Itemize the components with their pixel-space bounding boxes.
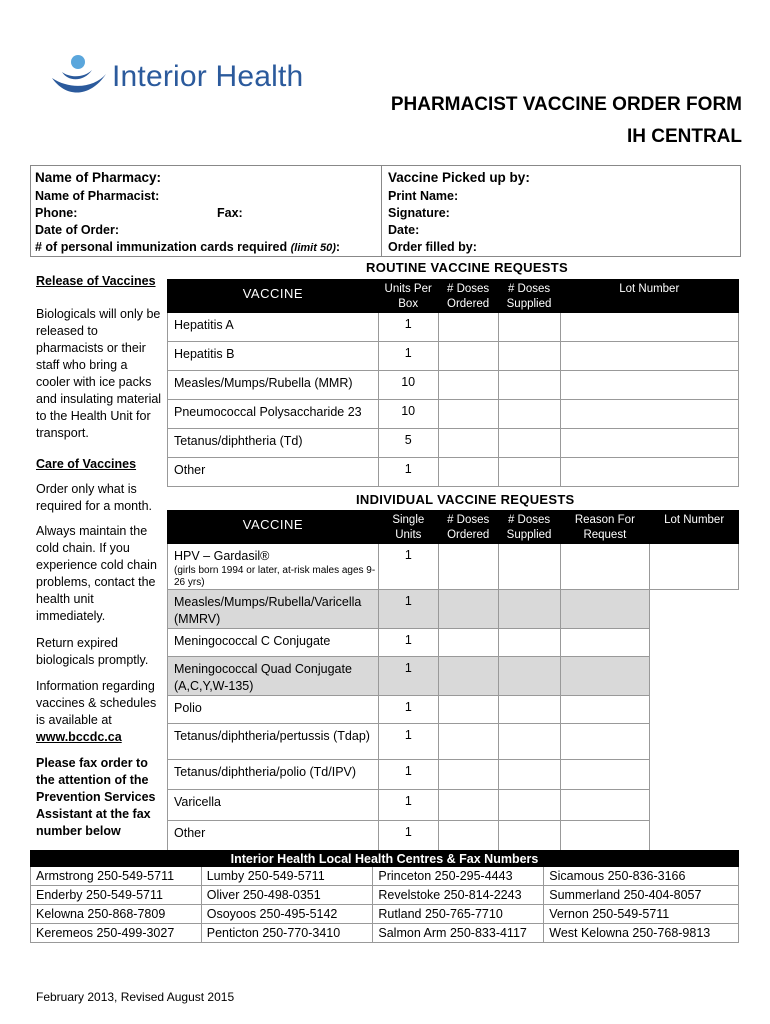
table-row: [168, 458, 739, 487]
lot-number-cell[interactable]: [560, 458, 739, 487]
vaccine-name: Varicella: [168, 790, 379, 821]
units-value: 1: [378, 821, 438, 852]
units-value: 1: [378, 696, 438, 724]
picked-up-by-label: Vaccine Picked up by:: [388, 170, 530, 185]
doses-ordered-cell[interactable]: [438, 429, 498, 458]
doses-supplied-cell[interactable]: [498, 342, 560, 371]
contact-entry: Revelstoke 250-814-2243: [373, 886, 544, 905]
units-value: 1: [378, 544, 438, 590]
units-value: 1: [378, 313, 438, 342]
reason-cell[interactable]: [560, 629, 650, 657]
fax-note: Please fax order to the attention of the Prevention Services Assistant at the fax number below: [36, 756, 156, 838]
name-of-pharmacist-label[interactable]: Name of Pharmacist:: [35, 189, 160, 203]
vaccine-name: Tetanus/diphtheria/polio (Td/IPV): [168, 760, 379, 790]
routine-heading: ROUTINE VACCINE REQUESTS: [366, 260, 568, 275]
print-name-label[interactable]: Print Name:: [388, 189, 459, 203]
doses-supplied-cell[interactable]: [498, 400, 560, 429]
lot-number-cell[interactable]: [650, 590, 739, 629]
doses-ordered-cell[interactable]: [438, 657, 498, 696]
units-value: 10: [378, 371, 438, 400]
care-text-1: Order only what is required for a month.: [36, 482, 153, 513]
routine-col-doses-supplied: # Doses Supplied: [498, 280, 560, 313]
doses-supplied-cell[interactable]: [498, 429, 560, 458]
reason-cell[interactable]: [560, 657, 650, 696]
vaccine-name: Measles/Mumps/Rubella/Varicella (MMRV): [168, 590, 379, 629]
vaccine-name: Tetanus/diphtheria (Td): [168, 429, 379, 458]
table-row: [31, 905, 739, 924]
order-info-block: [30, 165, 741, 257]
contact-entry: Armstrong 250-549-5711: [31, 867, 202, 886]
units-value: 1: [378, 629, 438, 657]
lot-number-cell[interactable]: [650, 544, 739, 590]
vaccine-name: Meningococcal Quad Conjugate (A,C,Y,W-135): [168, 657, 379, 696]
table-row: [168, 657, 739, 696]
units-value: 1: [378, 760, 438, 790]
lot-number-cell[interactable]: [650, 724, 739, 760]
contact-entry: Penticton 250-770-3410: [201, 924, 373, 943]
doses-supplied-cell[interactable]: [498, 590, 560, 629]
signature-label[interactable]: Signature:: [388, 206, 450, 220]
reason-cell[interactable]: [560, 760, 650, 790]
doses-supplied-cell[interactable]: [498, 629, 560, 657]
lot-number-cell[interactable]: [560, 400, 739, 429]
doses-ordered-cell[interactable]: [438, 400, 498, 429]
table-row: [168, 400, 739, 429]
cards-required-label[interactable]: [35, 240, 340, 254]
table-row: [31, 867, 739, 886]
health-centres-table: [30, 850, 739, 943]
doses-ordered-cell[interactable]: [438, 724, 498, 760]
doses-ordered-cell[interactable]: [438, 313, 498, 342]
contact-entry: Oliver 250-498-0351: [201, 886, 373, 905]
info-text: [36, 678, 164, 746]
info-divider: [381, 166, 382, 256]
contact-entry: Summerland 250-404-8057: [544, 886, 739, 905]
doses-ordered-cell[interactable]: [438, 590, 498, 629]
reason-cell[interactable]: [560, 821, 650, 852]
units-value: 1: [378, 790, 438, 821]
form-title: PHARMACIST VACCINE ORDER FORM: [390, 94, 742, 115]
vaccine-name: HPV – Gardasil®: [174, 549, 270, 563]
table-row: [31, 924, 739, 943]
doses-supplied-cell[interactable]: [498, 458, 560, 487]
individual-col-reason: Reason For Request: [560, 511, 650, 544]
cards-colon: :: [335, 240, 341, 254]
table-row: [168, 629, 739, 657]
care-text-3: Return expired biologicals promptly.: [36, 636, 149, 667]
vaccine-name: Meningococcal C Conjugate: [168, 629, 379, 657]
routine-col-units: Units Per Box: [378, 280, 438, 313]
routine-col-doses-ordered: # Doses Ordered: [438, 280, 498, 313]
lot-number-cell[interactable]: [560, 313, 739, 342]
reason-cell[interactable]: [560, 544, 650, 590]
individual-col-vaccine: VACCINE: [168, 511, 379, 544]
interior-health-logo: [48, 52, 328, 108]
vaccine-name: Tetanus/diphtheria/pertussis (Tdap): [168, 724, 379, 760]
contact-entry: Rutland 250-765-7710: [373, 905, 544, 924]
vaccine-name: Pneumococcal Polysaccharide 23: [168, 400, 379, 429]
date-of-order-label[interactable]: Date of Order:: [35, 223, 120, 237]
table-row: [168, 724, 739, 760]
vaccine-name: Other: [168, 458, 379, 487]
table-row: [168, 342, 739, 371]
form-subtitle: IH CENTRAL: [626, 126, 742, 147]
lot-number-cell[interactable]: [650, 696, 739, 724]
individual-col-doses-ordered: # Doses Ordered: [438, 511, 498, 544]
fax-label[interactable]: Fax:: [217, 206, 243, 220]
contact-entry: Kelowna 250-868-7809: [31, 905, 202, 924]
doses-supplied-cell[interactable]: [498, 696, 560, 724]
routine-col-lot: Lot Number: [560, 280, 739, 313]
contact-entry: Salmon Arm 250-833-4117: [373, 924, 544, 943]
contact-entry: Vernon 250-549-5711: [544, 905, 739, 924]
lot-number-cell[interactable]: [650, 760, 739, 790]
units-value: 1: [378, 657, 438, 696]
routine-vaccine-table: [167, 279, 739, 487]
doses-supplied-cell[interactable]: [498, 760, 560, 790]
reason-cell[interactable]: [560, 724, 650, 760]
lot-number-cell[interactable]: [650, 629, 739, 657]
bccdc-link[interactable]: www.bccdc.ca: [36, 730, 122, 744]
contact-entry: Lumby 250-549-5711: [201, 867, 373, 886]
vaccine-name: Hepatitis A: [168, 313, 379, 342]
units-value: 1: [378, 724, 438, 760]
vaccine-name: Hepatitis B: [168, 342, 379, 371]
individual-col-units: Single Units: [378, 511, 438, 544]
contact-entry: Princeton 250-295-4443: [373, 867, 544, 886]
release-text: Biologicals will only be released to pharmacists or their staff who bring a cooler with ice packs and insulating material to the Health Unit for transport.: [36, 307, 162, 440]
lot-number-cell[interactable]: [560, 429, 739, 458]
routine-col-vaccine: VACCINE: [168, 280, 379, 313]
care-text-2: Always maintain the cold chain. If you experience cold chain problems, contact the health unit immediately.: [36, 524, 157, 623]
vaccine-name: Polio: [168, 696, 379, 724]
table-row: [168, 821, 739, 852]
doses-supplied-cell[interactable]: [498, 544, 560, 590]
lot-number-cell[interactable]: [650, 657, 739, 696]
phone-label[interactable]: Phone:: [35, 206, 78, 220]
info-text-body: Information regarding vaccines & schedules is available at: [36, 679, 157, 727]
units-value: 1: [378, 590, 438, 629]
table-row: [168, 371, 739, 400]
table-row: [168, 313, 739, 342]
reason-cell[interactable]: [560, 590, 650, 629]
doses-ordered-cell[interactable]: [438, 760, 498, 790]
table-row: [168, 429, 739, 458]
doses-supplied-cell[interactable]: [498, 821, 560, 852]
doses-supplied-cell[interactable]: [498, 790, 560, 821]
doses-supplied-cell[interactable]: [498, 371, 560, 400]
individual-col-lot: Lot Number: [650, 511, 739, 544]
table-row: [168, 790, 739, 821]
doses-ordered-cell[interactable]: [438, 544, 498, 590]
revision-footer: February 2013, Revised August 2015: [36, 990, 235, 1004]
individual-col-doses-supplied: # Doses Supplied: [498, 511, 560, 544]
doses-ordered-cell[interactable]: [438, 821, 498, 852]
vaccine-name-cell: [168, 544, 379, 590]
name-of-pharmacy-label[interactable]: Name of Pharmacy:: [35, 170, 162, 185]
contact-entry: Osoyoos 250-495-5142: [201, 905, 373, 924]
lot-number-cell[interactable]: [560, 342, 739, 371]
doses-supplied-cell[interactable]: [498, 313, 560, 342]
contact-entry: Sicamous 250-836-3166: [544, 867, 739, 886]
doses-ordered-cell[interactable]: [438, 371, 498, 400]
logo-text: Interior Health: [112, 60, 304, 93]
vaccine-name: Other: [168, 821, 379, 852]
table-row: [168, 760, 739, 790]
table-row: [168, 696, 739, 724]
care-heading: Care of Vaccines: [36, 457, 137, 471]
contact-entry: Enderby 250-549-5711: [31, 886, 202, 905]
units-value: 1: [378, 458, 438, 487]
order-filled-by-label[interactable]: Order filled by:: [388, 240, 477, 254]
individual-vaccine-table: [167, 510, 739, 852]
contact-entry: West Kelowna 250-768-9813: [544, 924, 739, 943]
doses-ordered-cell[interactable]: [438, 342, 498, 371]
contacts-heading: Interior Health Local Health Centres & Fax Numbers: [31, 851, 739, 867]
release-heading: Release of Vaccines: [36, 274, 156, 288]
doses-ordered-cell[interactable]: [438, 790, 498, 821]
units-value: 10: [378, 400, 438, 429]
cards-required-text: # of personal immunization cards required: [35, 240, 288, 254]
doses-supplied-cell[interactable]: [498, 724, 560, 760]
lot-number-cell[interactable]: [650, 821, 739, 852]
date-label[interactable]: Date:: [388, 223, 420, 237]
doses-ordered-cell[interactable]: [438, 458, 498, 487]
vaccine-name: Measles/Mumps/Rubella (MMR): [168, 371, 379, 400]
doses-ordered-cell[interactable]: [438, 696, 498, 724]
lot-number-cell[interactable]: [560, 371, 739, 400]
table-row: [168, 544, 739, 590]
units-value: 1: [378, 342, 438, 371]
vaccine-note: (girls born 1994 or later, at-risk males ages 9-26 yrs): [174, 565, 376, 588]
table-row: [31, 886, 739, 905]
lot-number-cell[interactable]: [650, 790, 739, 821]
cards-limit-text: (limit 50): [290, 242, 336, 254]
table-row: [168, 590, 739, 629]
doses-ordered-cell[interactable]: [438, 629, 498, 657]
reason-cell[interactable]: [560, 790, 650, 821]
contact-entry: Keremeos 250-499-3027: [31, 924, 202, 943]
doses-supplied-cell[interactable]: [498, 657, 560, 696]
individual-heading: INDIVIDUAL VACCINE REQUESTS: [356, 492, 575, 507]
reason-cell[interactable]: [560, 696, 650, 724]
units-value: 5: [378, 429, 438, 458]
logo-figure-icon: [48, 52, 112, 108]
